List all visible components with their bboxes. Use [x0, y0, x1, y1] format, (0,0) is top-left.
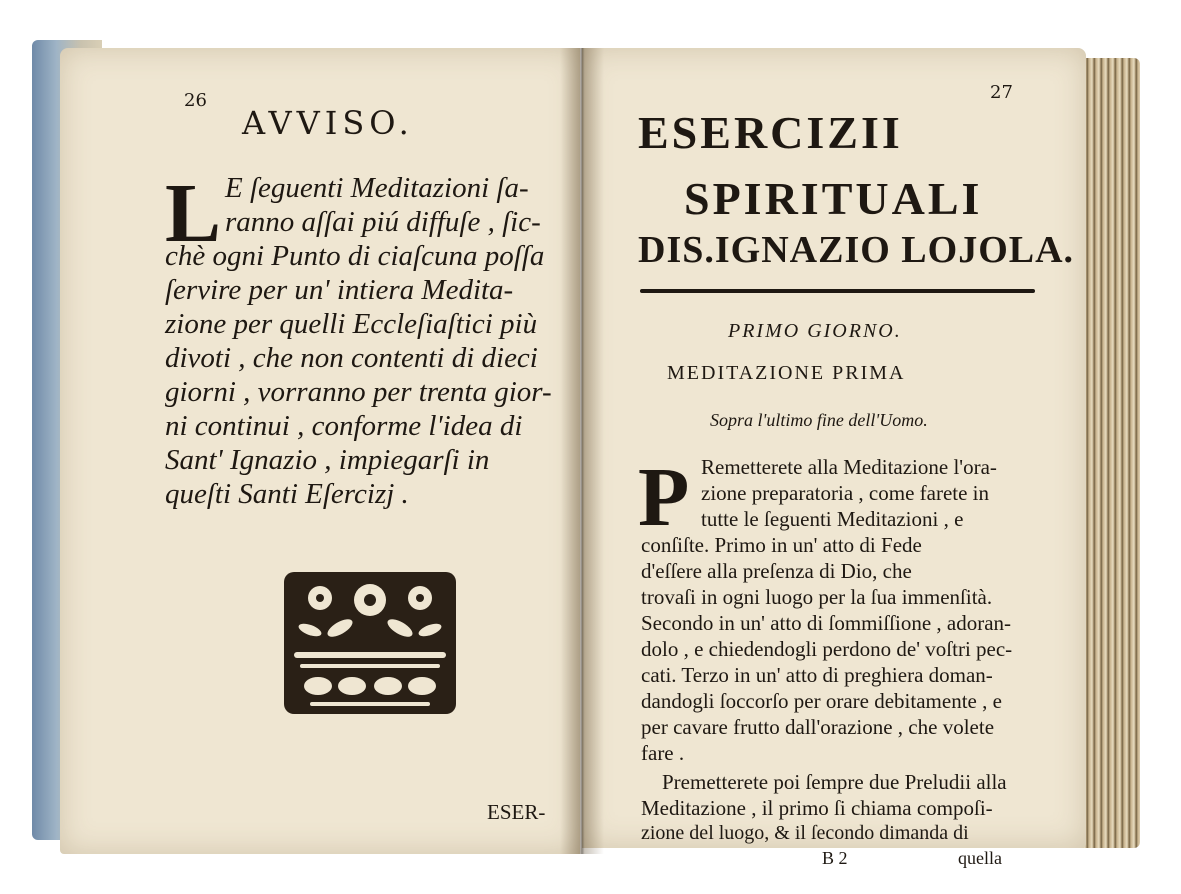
text-line: zione del luogo, & il ſecondo dimanda di: [641, 822, 969, 844]
page-stack-edge: [1080, 58, 1140, 848]
left-page-heading: AVVISO.: [242, 104, 414, 142]
text-line: ni continui , conforme l'idea di: [165, 410, 523, 442]
text-line: ſervire per un' intiera Medita-: [165, 274, 514, 306]
text-line: Sant' Ignazio , impiegarſi in: [165, 444, 490, 476]
meditation-subheading: Sopra l'ultimo fine dell'Uomo.: [710, 410, 928, 430]
text-line: Premetterete poi ſempre due Preludii alla: [662, 770, 1007, 794]
left-drop-cap: L: [165, 167, 222, 260]
text-line: queſti Santi Eſercizj .: [165, 478, 409, 510]
book-gutter: [560, 48, 604, 854]
text-line: Meditazione , il primo ſi chiama compoſi-: [641, 796, 993, 820]
right-drop-cap: P: [638, 451, 690, 544]
title-line: ESERCIZII: [638, 107, 903, 158]
left-page-number: 26: [184, 90, 207, 111]
text-line: giorni , vorranno per trenta gior-: [165, 376, 552, 408]
title-line: DIS.IGNAZIO LOJOLA.: [638, 229, 1075, 271]
text-line: E ſeguenti Meditazioni ſa-: [225, 172, 529, 204]
text-line: d'eſſere alla preſenza di Dio, che: [641, 559, 912, 583]
text-line: fare .: [641, 741, 685, 765]
text-line: dandogli ſoccorſo per orare debitamente , e: [641, 689, 1002, 713]
text-line: divoti , che non contenti di dieci: [165, 342, 538, 374]
text-line: zione preparatoria , come farete in: [701, 481, 990, 505]
text-line: Secondo in un' atto di ſommiſſione , adoran-: [641, 611, 1012, 635]
text-line: cati. Terzo in un' atto di preghiera doman-: [641, 663, 993, 687]
text-line: per cavare frutto dall'orazione , che volete: [641, 715, 995, 739]
left-catchword: ESER-: [487, 800, 546, 824]
text-line: zione per quelli Eccleſiaſtici più: [165, 308, 538, 340]
meditation-heading: MEDITAZIONE PRIMA: [667, 362, 906, 384]
right-catchword: quella: [958, 848, 1002, 868]
right-page-number: 27: [990, 82, 1013, 103]
text-line: chè ogni Punto di ciaſcuna poſſa: [165, 240, 545, 272]
title-rule: [640, 289, 1035, 293]
floral-ornament-woodcut: [280, 568, 460, 718]
text-line: tutte le ſeguenti Meditazioni , e: [701, 507, 964, 531]
text-line: ranno aſſai piú diffuſe , ſic-: [225, 206, 541, 238]
text-line: conſiſte. Primo in un' atto di Fede: [641, 533, 922, 557]
day-heading: PRIMO GIORNO.: [728, 320, 902, 342]
title-line: SPIRITUALI: [684, 173, 983, 224]
signature-mark: B 2: [822, 848, 848, 868]
text-line: trovaſi in ogni luogo per la ſua immenſità.: [641, 585, 993, 609]
text-line: dolo , e chiedendogli perdono de' voſtri pec-: [641, 637, 1013, 661]
text-line: Remetterete alla Meditazione l'ora-: [701, 455, 997, 479]
